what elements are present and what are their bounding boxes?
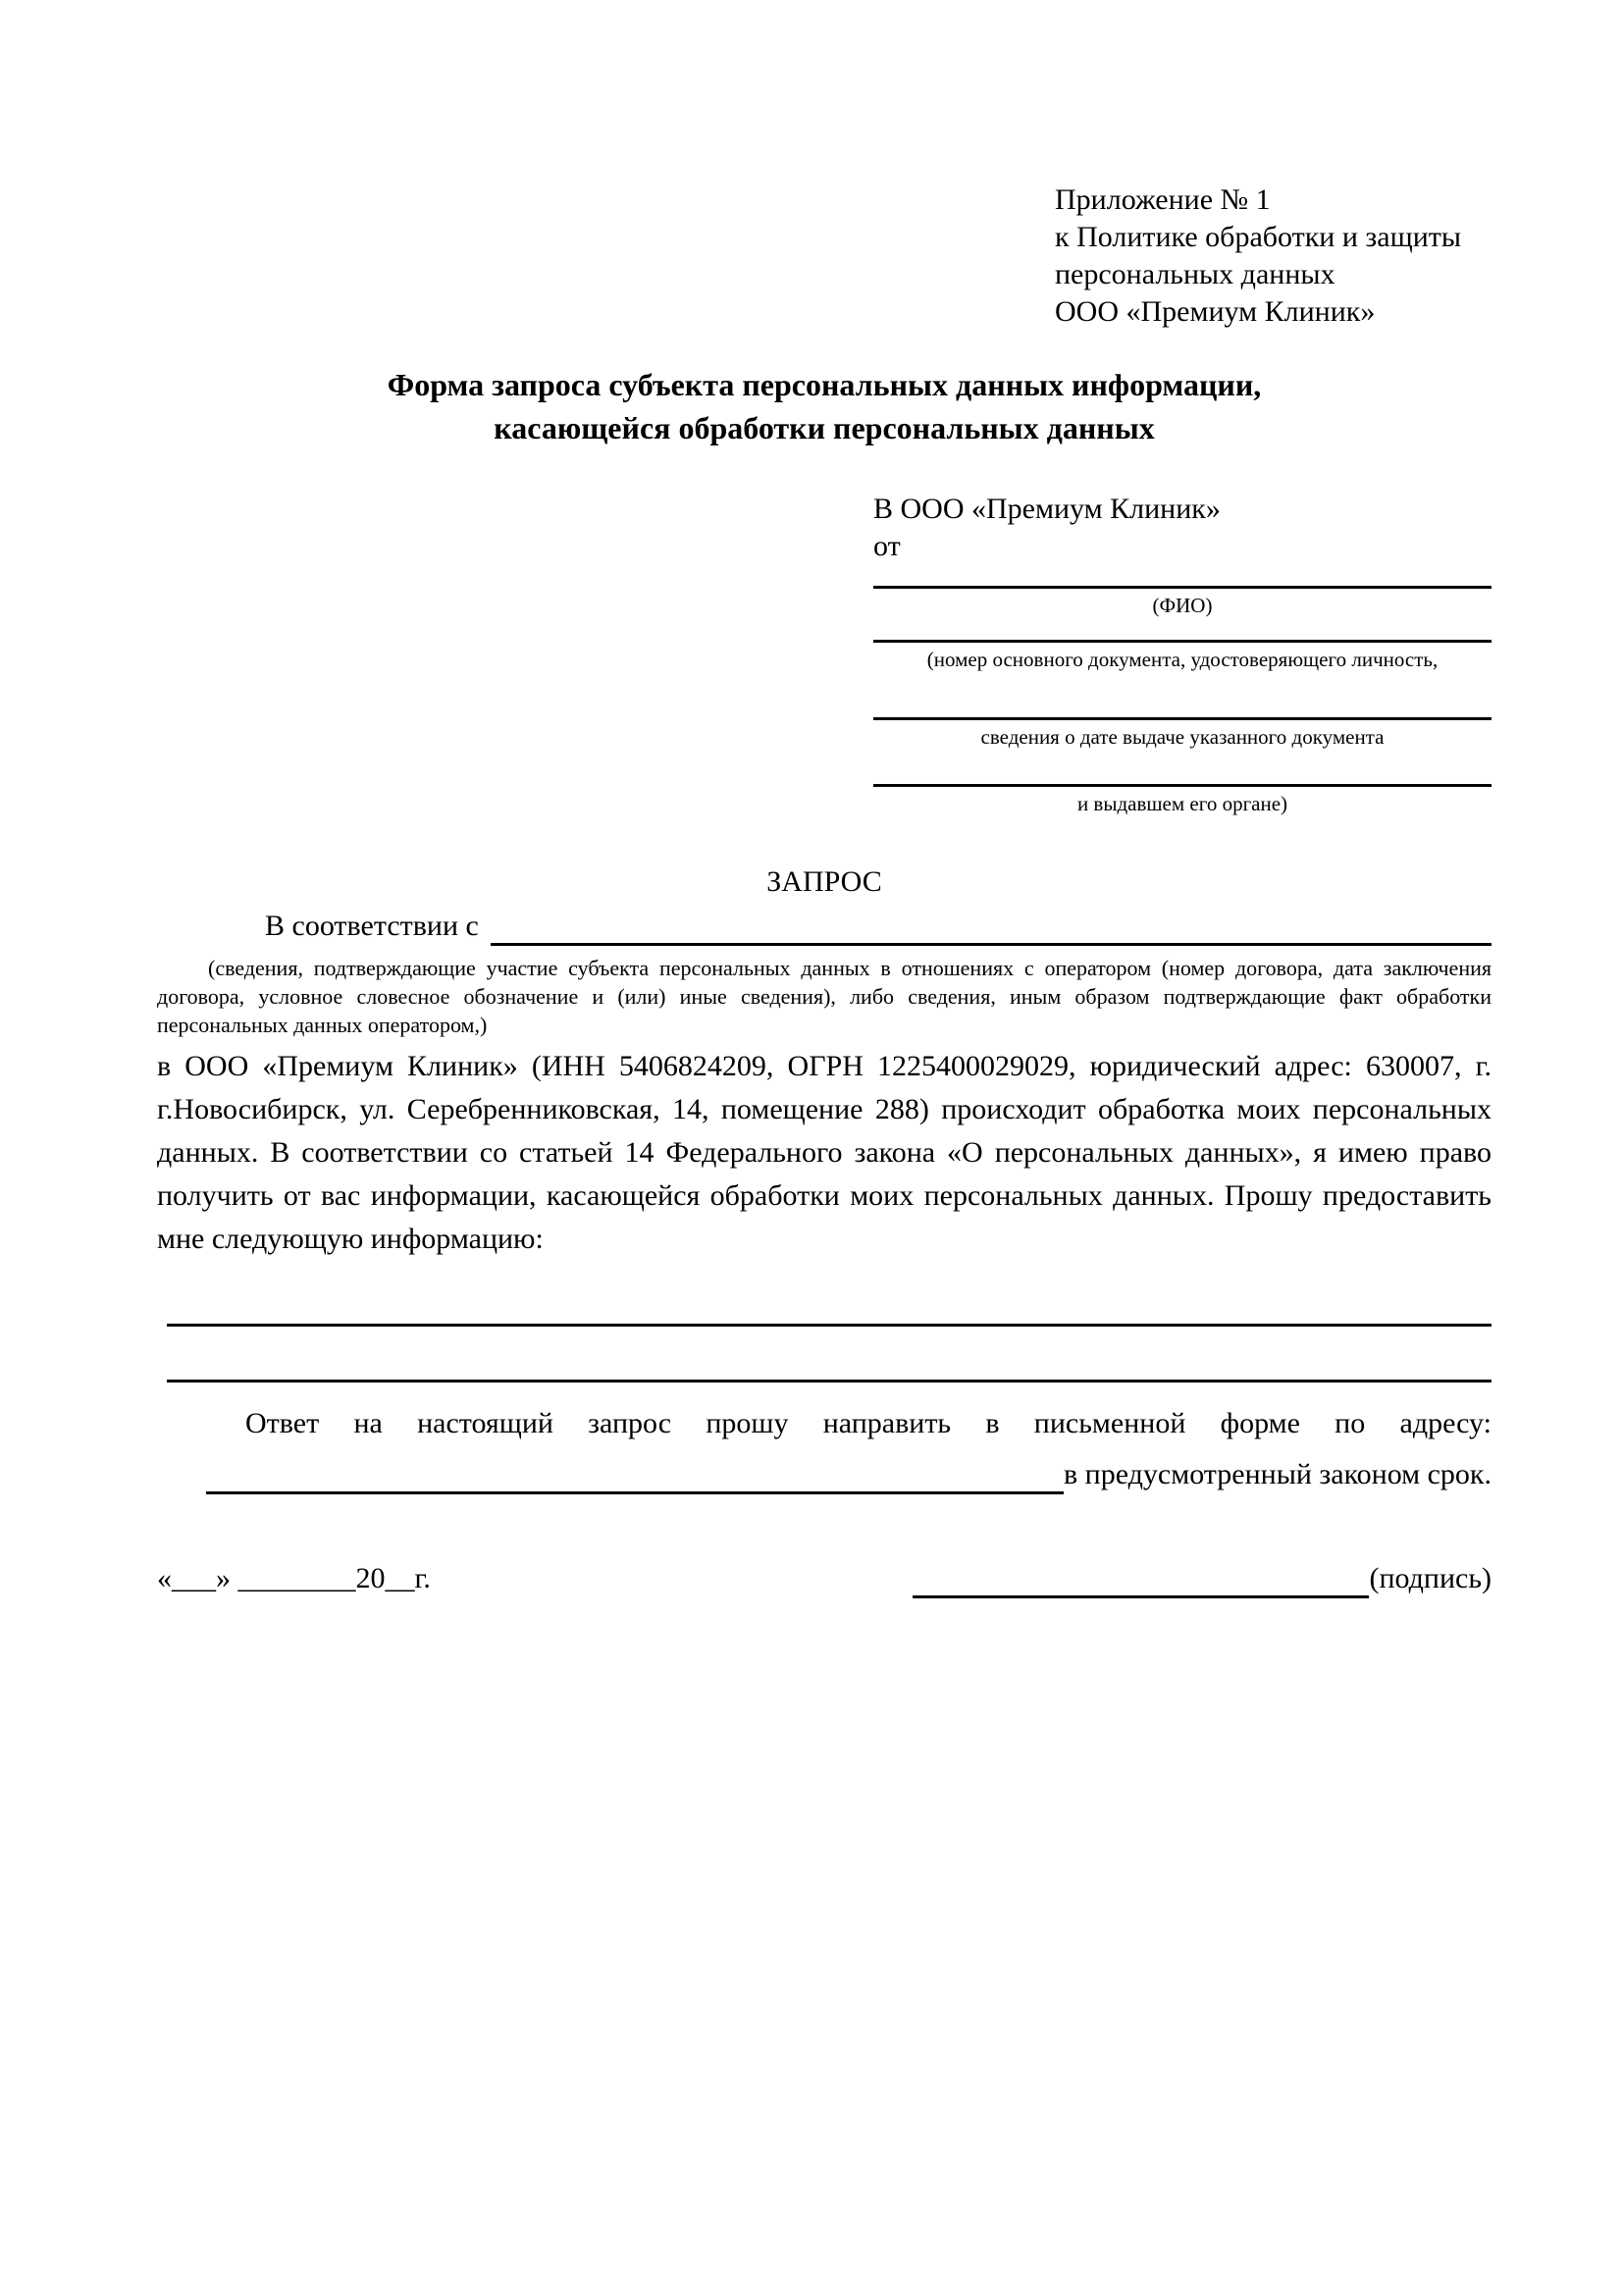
signature-blank-line — [913, 1562, 1369, 1598]
appendix-header-line: к Политике обработки и защиты — [1055, 221, 1462, 253]
accordance-row — [157, 907, 1492, 946]
appendix-header-line: ООО «Премиум Клиник» — [1055, 295, 1376, 328]
signature-caption: (подпись) — [1369, 1562, 1492, 1594]
appendix-header-line: Приложение № 1 — [1055, 183, 1271, 216]
appendix-header — [1055, 182, 1492, 331]
address-blank-line — [206, 1458, 1064, 1494]
request-body-paragraph: в ООО «Премиум Клиник» (ИНН 5406824209, ОГРН 1225400029029, юридический адрес: 630007, г. г.Новосибирск, ул. Серебренниковская, 14, помещение 288) происходит обработка моих персональных данных. В соответствии со статьей 14 Федерального закона «О персональных данных», я имею право получить от вас информации, касающейся обработки моих персональных данных. Прошу предоставить мне следующую информацию: — [157, 1050, 1492, 1255]
signature-row — [157, 1559, 1492, 1598]
answer-tail: в предусмотренный законом срок. — [1064, 1458, 1492, 1490]
addressee-from-label: от — [873, 530, 901, 562]
information-blank-line-1 — [167, 1324, 1492, 1327]
addressee-block — [873, 491, 1492, 818]
information-blank-line-2 — [167, 1380, 1492, 1383]
addressee-to: В ООО «Премиум Клиник» — [873, 493, 1221, 525]
request-heading: ЗАПРОС — [766, 865, 882, 898]
answer-address-row — [157, 1455, 1492, 1494]
date-line: «___» ________20__г. — [157, 1562, 431, 1594]
appendix-header-line: персональных данных — [1055, 258, 1335, 290]
accordance-blank-line — [491, 910, 1492, 946]
form-title-line1: Форма запроса субъекта персональных данных информации, — [387, 367, 1262, 402]
issuing-authority-field-caption: и выдавшем его органе) — [1076, 792, 1288, 815]
document-content — [157, 0, 1492, 1598]
answer-sentence: Ответ на настоящий запрос прошу направить в письменной форме по адресу: — [245, 1407, 1492, 1439]
fio-field-caption: (ФИО) — [1152, 594, 1213, 617]
accordance-label: В соответствии с — [265, 910, 479, 942]
issue-date-field-caption: сведения о дате выдаче указанного документа — [980, 725, 1385, 749]
accordance-caption: (сведения, подтверждающие участие субъекта персональных данных в отношениях с оператором (номер договора, дата заключения договора, условное словесное обозначение и (или) иные сведения), либо сведения, иным образом подтверждающие факт обработки персональных данных оператором,) — [157, 956, 1492, 1037]
form-title — [157, 363, 1492, 449]
document-number-field-caption: (номер основного документа, удостоверяющего личность, — [926, 648, 1439, 671]
form-title-line2: касающейся обработки персональных данных — [494, 410, 1155, 445]
signature-part — [913, 1559, 1492, 1598]
